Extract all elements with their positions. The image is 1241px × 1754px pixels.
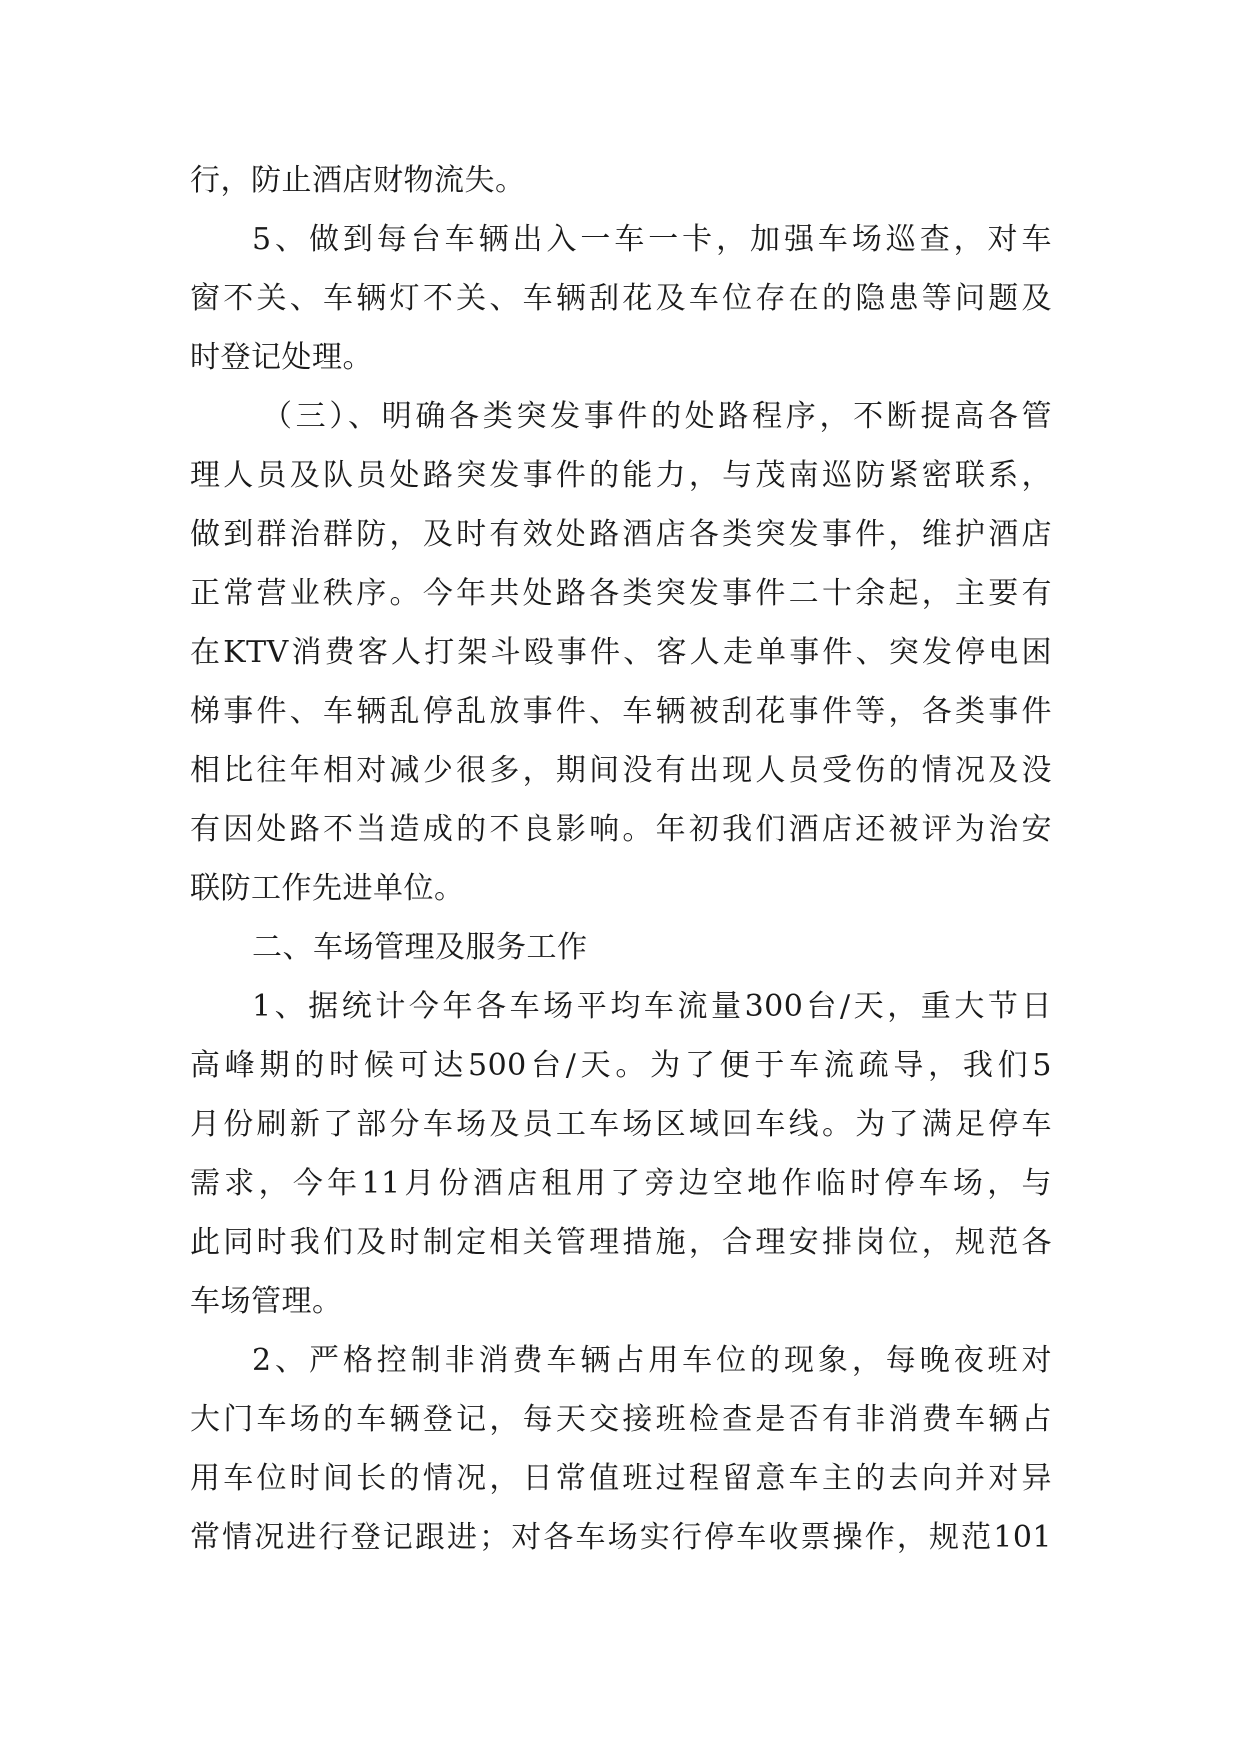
text-line: 联防工作先进单位。 [190, 871, 465, 906]
text-line: 窗不关、车辆灯不关、车辆刮花及车位存在的隐患等问题及 [190, 281, 1052, 316]
text-line: 需求，今年11月份酒店租用了旁边空地作临时停车场，与 [190, 1166, 1052, 1201]
text-line: 2、严格控制非消费车辆占用车位的现象，每晚夜班对 [252, 1343, 1052, 1378]
document-body [190, 151, 1052, 1567]
text-line: 时登记处理。 [190, 340, 373, 375]
text-line: （三）、明确各类突发事件的处路程序，不断提高各管 [262, 399, 1052, 434]
text-line: 此同时我们及时制定相关管理措施，合理安排岗位，规范各 [190, 1225, 1052, 1260]
text-line: 大门车场的车辆登记，每天交接班检查是否有非消费车辆占 [190, 1402, 1052, 1437]
text-line: 用车位时间长的情况，日常值班过程留意车主的去向并对异 [190, 1461, 1052, 1496]
text-line: 常情况进行登记跟进；对各车场实行停车收票操作，规范101 [190, 1520, 1052, 1555]
text-line: 梯事件、车辆乱停乱放事件、车辆被刮花事件等，各类事件 [190, 694, 1052, 729]
text-line: 有因处路不当造成的不良影响。年初我们酒店还被评为治安 [190, 812, 1052, 847]
text-line: 相比往年相对减少很多，期间没有出现人员受伤的情况及没 [190, 753, 1052, 788]
text-line: 行，防止酒店财物流失。 [190, 163, 526, 198]
text-line: 5、做到每台车辆出入一车一卡，加强车场巡查，对车 [252, 222, 1052, 257]
text-line: 做到群治群防，及时有效处路酒店各类突发事件，维护酒店 [190, 517, 1052, 552]
text-line: 理人员及队员处路突发事件的能力，与茂南巡防紧密联系， [190, 458, 1052, 493]
text-line: 车场管理。 [190, 1284, 343, 1319]
text-line: 1、据统计今年各车场平均车流量300台/天，重大节日 [252, 989, 1052, 1024]
section-heading: 二、车场管理及服务工作 [252, 930, 588, 965]
text-line: 在KTV消费客人打架斗殴事件、客人走单事件、突发停电困 [190, 635, 1052, 670]
text-line: 高峰期的时候可达500台/天。为了便于车流疏导，我们5 [190, 1048, 1052, 1083]
text-line: 正常营业秩序。今年共处路各类突发事件二十余起，主要有 [190, 576, 1052, 611]
text-line: 月份刷新了部分车场及员工车场区域回车线。为了满足停车 [190, 1107, 1052, 1142]
